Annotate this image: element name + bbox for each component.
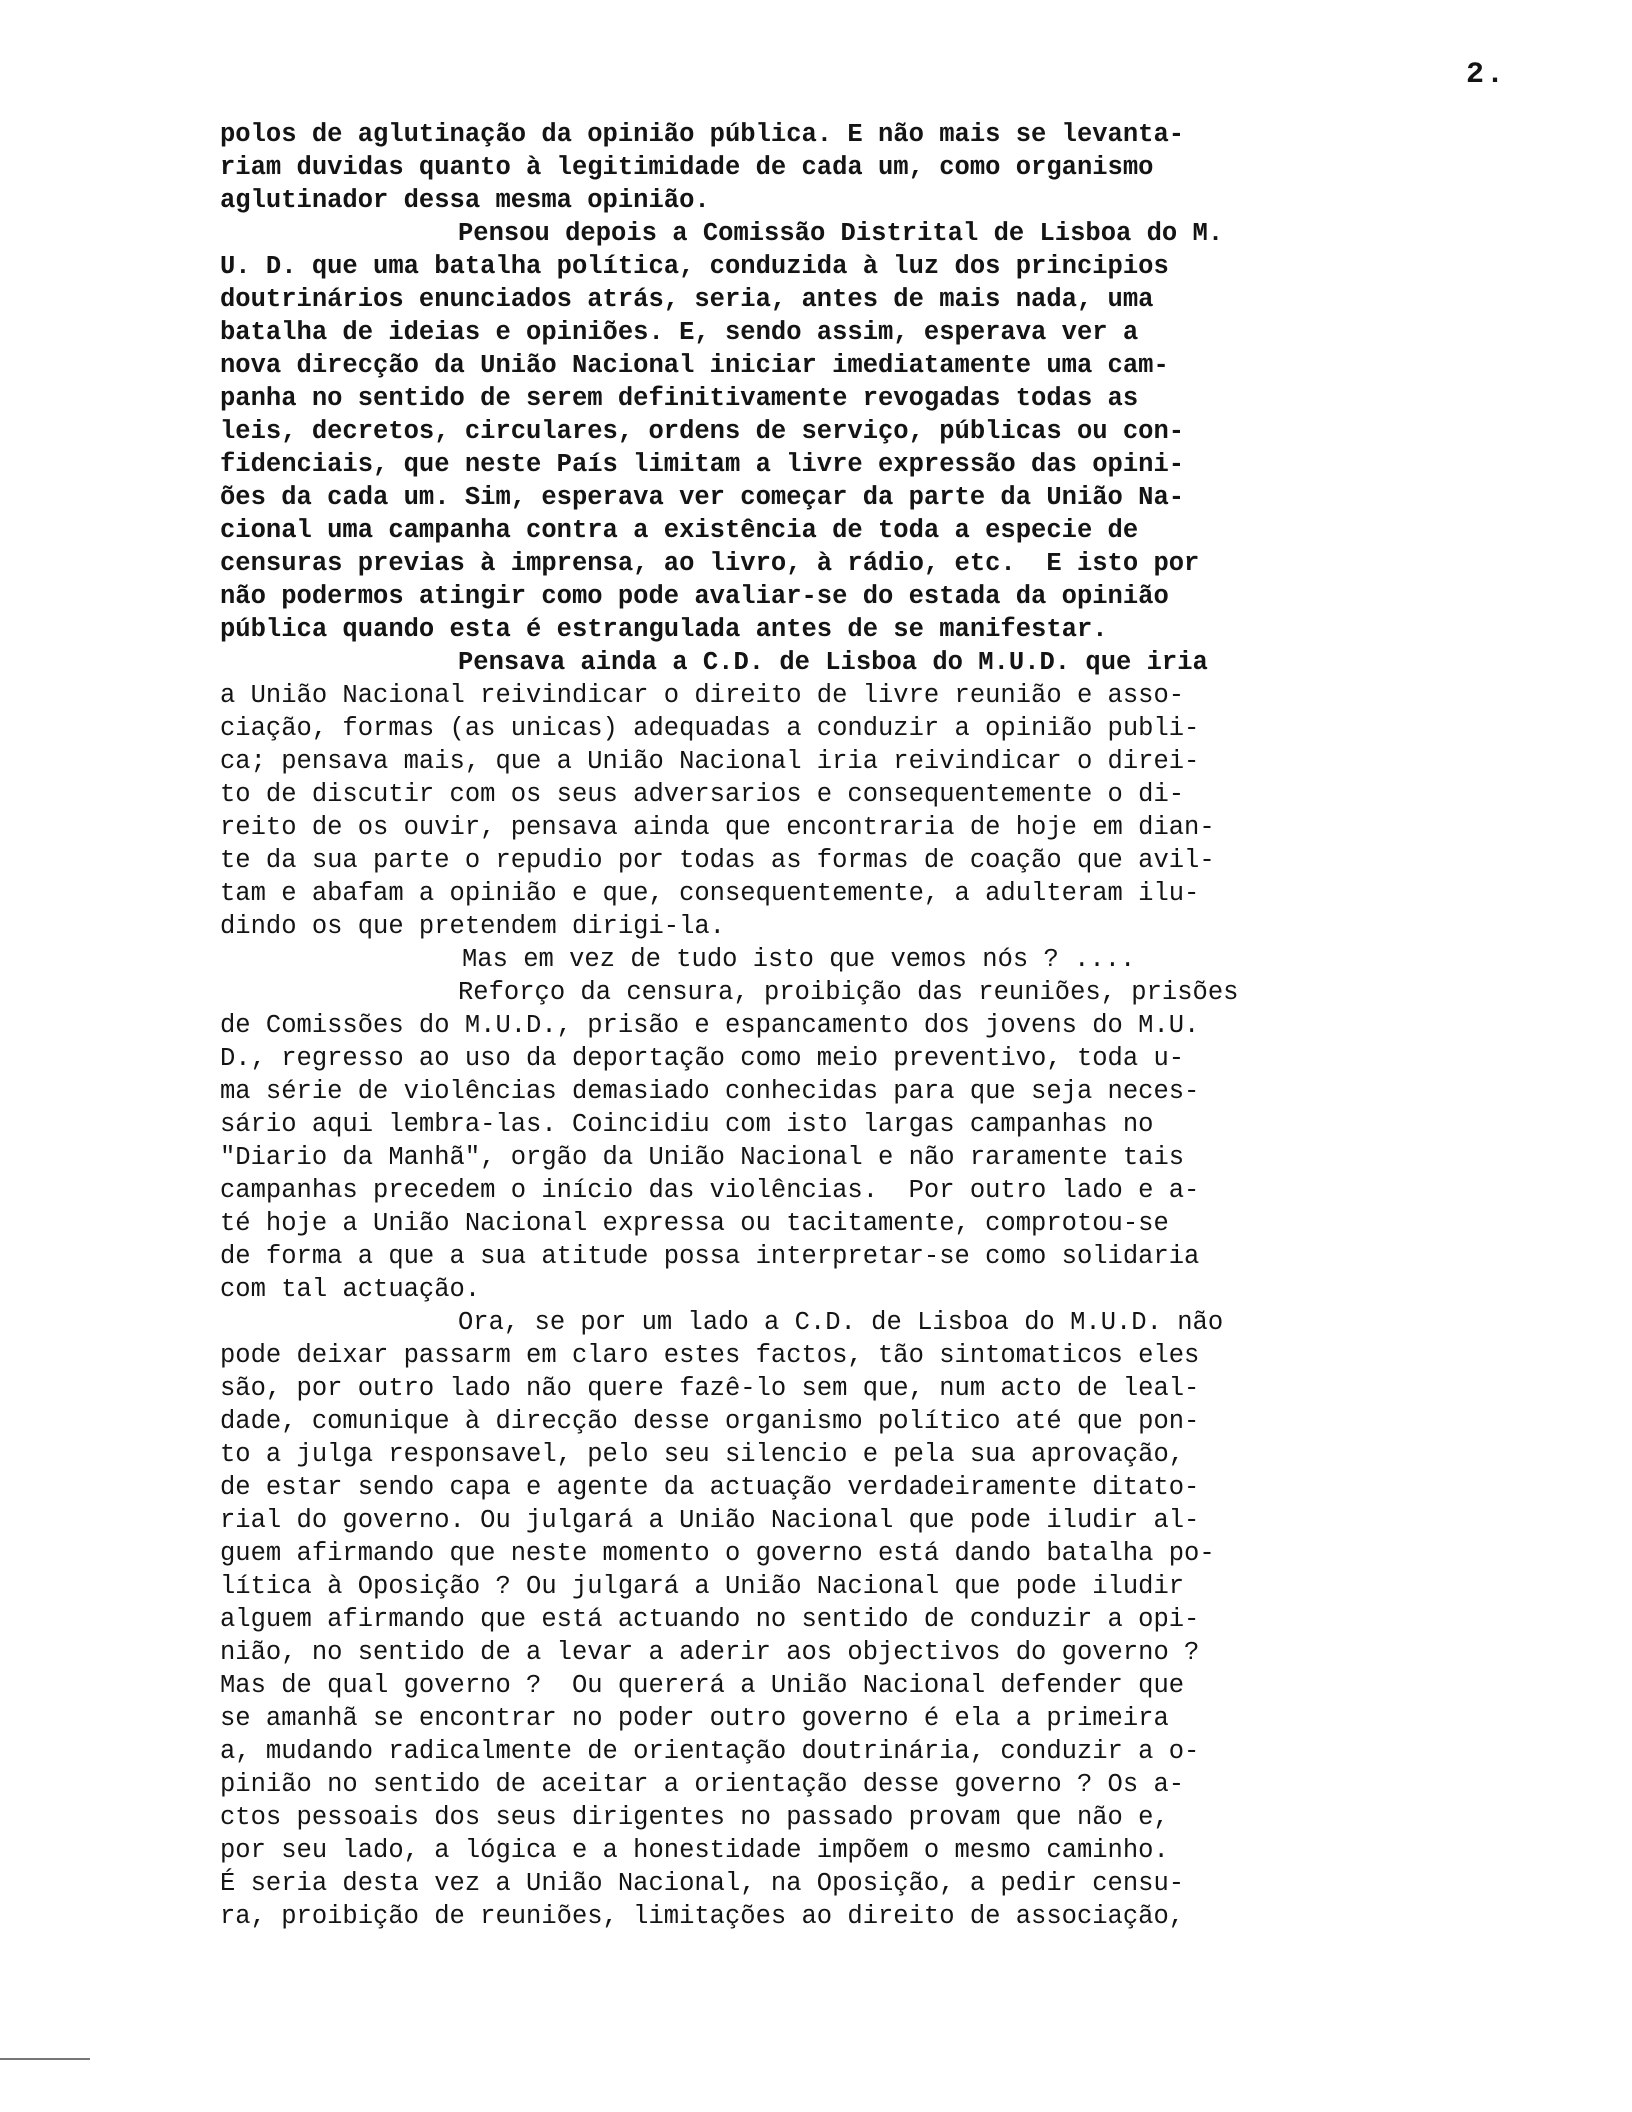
paragraph-start-line: Pensou depois a Comissão Distrital de Lisboa do M.	[458, 219, 1224, 248]
text-line: nova direcção da União Nacional iniciar imediatamente uma cam-	[220, 351, 1169, 380]
paragraph-start-line: Mas em vez de tudo isto que vemos nós ? ....	[462, 945, 1136, 974]
text-line: são, por outro lado não quere fazê-lo sem que, num acto de leal-	[220, 1374, 1200, 1403]
text-line: ciação, formas (as unicas) adequadas a conduzir a opinião publi-	[220, 714, 1200, 743]
text-line: não podermos atingir como pode avaliar-se do estada da opinião	[220, 582, 1169, 611]
text-line: batalha de ideias e opiniões. E, sendo assim, esperava ver a	[220, 318, 1139, 347]
text-line: to a julga responsavel, pelo seu silencio e pela sua aprovação,	[220, 1440, 1185, 1469]
text-line: aglutinador dessa mesma opinião.	[220, 186, 710, 215]
text-line: "Diario da Manhã", orgão da União Nacional e não raramente tais	[220, 1143, 1185, 1172]
text-line: com tal actuação.	[220, 1275, 481, 1304]
text-line: pode deixar passarm em claro estes factos, tão sintomaticos eles	[220, 1341, 1200, 1370]
paragraph-start-line: Ora, se por um lado a C.D. de Lisboa do M.U.D. não	[458, 1308, 1224, 1337]
text-line: campanhas precedem o início das violências. Por outro lado e a-	[220, 1176, 1200, 1205]
page-number: 2.	[1466, 58, 1507, 92]
text-line: polos de aglutinação da opinião pública. E não mais se levanta-	[220, 120, 1185, 149]
text-line: ctos pessoais dos seus dirigentes no passado provam que não e,	[220, 1803, 1169, 1832]
text-line: tam e abafam a opinião e que, consequentemente, a adulteram ilu-	[220, 879, 1200, 908]
text-line: dindo os que pretendem dirigi-la.	[220, 912, 725, 941]
text-line: guem afirmando que neste momento o governo está dando batalha po-	[220, 1539, 1215, 1568]
text-line: pinião no sentido de aceitar a orientação desse governo ? Os a-	[220, 1770, 1185, 1799]
text-line: doutrinários enunciados atrás, seria, antes de mais nada, uma	[220, 285, 1154, 314]
text-line: riam duvidas quanto à legitimidade de cada um, como organismo	[220, 153, 1154, 182]
text-line: de Comissões do M.U.D., prisão e espancamento dos jovens do M.U.	[220, 1011, 1200, 1040]
text-line: ra, proibição de reuniões, limitações ao direito de associação,	[220, 1902, 1185, 1931]
text-line: por seu lado, a lógica e a honestidade impõem o mesmo caminho.	[220, 1836, 1169, 1865]
text-line: pública quando esta é estrangulada antes de se manifestar.	[220, 615, 1108, 644]
text-line: se amanhã se encontrar no poder outro governo é ela a primeira	[220, 1704, 1169, 1733]
text-line: Mas de qual governo ? Ou quererá a União Nacional defender que	[220, 1671, 1185, 1700]
text-line: alguem afirmando que está actuando no sentido de conduzir a opi-	[220, 1605, 1200, 1634]
text-line: U. D. que uma batalha política, conduzida à luz dos principios	[220, 252, 1169, 281]
paragraph-start-line: Pensava ainda a C.D. de Lisboa do M.U.D. que iria	[458, 648, 1208, 677]
text-line: ma série de violências demasiado conhecidas para que seja neces-	[220, 1077, 1200, 1106]
text-line: nião, no sentido de a levar a aderir aos objectivos do governo ?	[220, 1638, 1200, 1667]
text-line: cional uma campanha contra a existência de toda a especie de	[220, 516, 1139, 545]
text-line: dade, comunique à direcção desse organismo político até que pon-	[220, 1407, 1200, 1436]
text-line: sário aqui lembra-las. Coincidiu com isto largas campanhas no	[220, 1110, 1154, 1139]
text-line: rial do governo. Ou julgará a União Nacional que pode iludir al-	[220, 1506, 1200, 1535]
text-line: panha no sentido de serem definitivamente revogadas todas as	[220, 384, 1139, 413]
text-line: leis, decretos, circulares, ordens de serviço, públicas ou con-	[220, 417, 1185, 446]
text-line: te da sua parte o repudio por todas as formas de coação que avil-	[220, 846, 1215, 875]
scan-edge-mark	[0, 2058, 90, 2060]
text-line: ca; pensava mais, que a União Nacional iria reivindicar o direi-	[220, 747, 1200, 776]
text-line: censuras previas à imprensa, ao livro, à rádio, etc. E isto por	[220, 549, 1200, 578]
document-body	[220, 118, 1520, 1933]
text-line: de estar sendo capa e agente da actuação verdadeiramente ditato-	[220, 1473, 1200, 1502]
text-line: É seria desta vez a União Nacional, na Oposição, a pedir censu-	[220, 1869, 1185, 1898]
text-line: lítica à Oposição ? Ou julgará a União Nacional que pode iludir	[220, 1572, 1185, 1601]
text-line: ões da cada um. Sim, esperava ver começar da parte da União Na-	[220, 483, 1185, 512]
text-line: a União Nacional reivindicar o direito de livre reunião e asso-	[220, 681, 1185, 710]
text-line: to de discutir com os seus adversarios e consequentemente o di-	[220, 780, 1185, 809]
text-line: D., regresso ao uso da deportação como meio preventivo, toda u-	[220, 1044, 1185, 1073]
text-line: de forma a que a sua atitude possa interpretar-se como solidaria	[220, 1242, 1200, 1271]
paragraph-start-line: Reforço da censura, proibição das reuniões, prisões	[458, 978, 1239, 1007]
text-line: reito de os ouvir, pensava ainda que encontraria de hoje em dian-	[220, 813, 1215, 842]
text-line: fidenciais, que neste País limitam a livre expressão das opini-	[220, 450, 1185, 479]
text-line: a, mudando radicalmente de orientação doutrinária, conduzir a o-	[220, 1737, 1200, 1766]
text-line: té hoje a União Nacional expressa ou tacitamente, comprotou-se	[220, 1209, 1169, 1238]
